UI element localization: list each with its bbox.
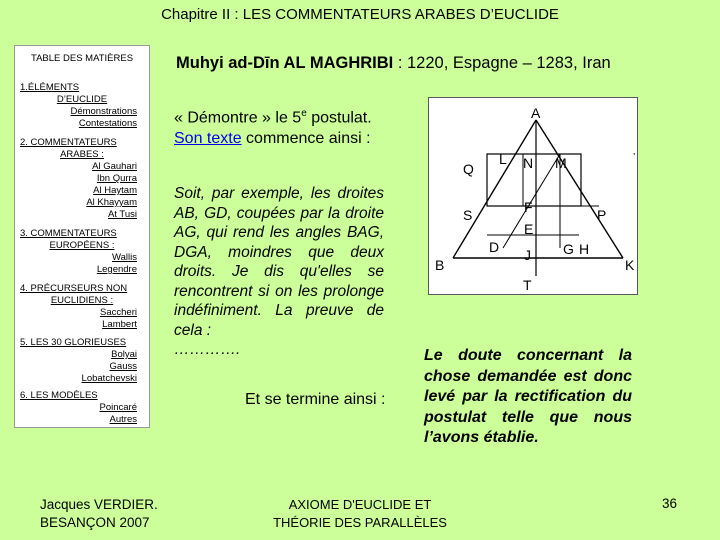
toc-section-elements[interactable]: 1.ÉLÉMENTS D’EUCLIDE bbox=[20, 82, 108, 105]
label-a: A bbox=[531, 105, 541, 121]
label-s: S bbox=[463, 207, 473, 223]
label-d: D bbox=[489, 239, 500, 255]
toc-section-models[interactable]: 6. LES MODÈLES bbox=[20, 390, 98, 401]
toc-link-contestations[interactable]: Contestations bbox=[78, 118, 137, 129]
toc-link-saccheri[interactable]: Saccheri bbox=[100, 307, 137, 318]
toc-link-poincare[interactable]: Poincaré bbox=[99, 402, 137, 413]
footer-author: Jacques VERDIER. BESANÇON 2007 bbox=[40, 497, 158, 530]
toc-title: TABLE DES MATIÈRES bbox=[30, 53, 134, 64]
slide-heading bbox=[176, 54, 611, 73]
footer-course-title: AXIOME D'EUCLIDE ET THÉORIE DES PARALLÈLES bbox=[273, 497, 447, 530]
toc-link-autres[interactable]: Autres bbox=[109, 414, 137, 425]
figure-mark: ’ bbox=[633, 152, 636, 163]
toc-link-gauss[interactable]: Gauss bbox=[109, 361, 137, 372]
conclusion-quote: Le doute concernant la chose demandée est donc levé par la rectification du postulat telle que nous l’avons établie. bbox=[424, 347, 632, 446]
figure-drawing bbox=[429, 98, 637, 294]
label-p: P bbox=[597, 207, 607, 223]
label-k: K bbox=[625, 257, 635, 273]
toc-link-al-gauhari[interactable]: Al Gauhari bbox=[92, 161, 137, 172]
toc-section-arab-commentators[interactable]: 2. COMMENTATEURS ARABES : bbox=[20, 137, 117, 160]
geometric-figure bbox=[428, 97, 638, 295]
author-dates: : 1220, Espagne – 1283, Iran bbox=[393, 54, 611, 72]
quote-body: Soit, par exemple, les droites AB, GD, coupées par la droite AG, qui rend les angles BAG, DGA, moindres que deux droits. Je dis qu'elles se rencontrent si on les prolonge indéfiniment. La preuve de cela : bbox=[174, 185, 384, 339]
toc-link-legendre[interactable]: Legendre bbox=[96, 264, 137, 275]
toc-link-al-haytam[interactable]: Al Haytam bbox=[93, 185, 137, 196]
quoted-text bbox=[174, 184, 384, 360]
label-q: Q bbox=[463, 161, 474, 177]
label-t: T bbox=[523, 277, 532, 293]
demonstration-intro: « Démontre » le 5e postulat. Son texte commence ainsi : bbox=[174, 108, 372, 147]
toc-link-bolyai[interactable]: Bolyai bbox=[111, 349, 137, 360]
source-text-link[interactable]: Son texte bbox=[174, 129, 242, 147]
label-j: J bbox=[524, 247, 531, 263]
table-of-contents bbox=[14, 45, 150, 428]
toc-section-european-commentators[interactable]: 3. COMMENTATEURS EUROPÉENS : bbox=[20, 228, 117, 251]
toc-link-demonstrations[interactable]: Démonstrations bbox=[70, 106, 137, 117]
author-name: Muhyi ad-Dīn AL MAGHRIBI bbox=[176, 54, 394, 72]
label-f: F bbox=[524, 199, 533, 215]
label-g: G bbox=[563, 241, 574, 257]
toc-link-lambert[interactable]: Lambert bbox=[102, 319, 137, 330]
toc-link-lobatchevski[interactable]: Lobatchevski bbox=[81, 373, 137, 384]
chapter-title: Chapitre II : LES COMMENTATEURS ARABES D’EUCLIDE bbox=[161, 6, 559, 23]
toc-link-ibn-qurra[interactable]: Ibn Qurra bbox=[96, 173, 137, 184]
toc-link-wallis[interactable]: Wallis bbox=[112, 252, 137, 263]
toc-link-at-tusi[interactable]: At Tusi bbox=[107, 209, 137, 220]
figure-line-ab bbox=[453, 120, 536, 258]
toc-section-non-euclidean-precursors[interactable]: 4. PRÉCURSEURS NON EUCLIDIENS : bbox=[20, 283, 128, 306]
label-n: N bbox=[523, 155, 534, 171]
label-b: B bbox=[435, 257, 445, 273]
label-m: M bbox=[555, 155, 567, 171]
label-e: E bbox=[524, 221, 534, 237]
label-h: H bbox=[579, 241, 590, 257]
label-l: L bbox=[499, 151, 507, 167]
figure-line-ak bbox=[536, 120, 623, 258]
page-number: 36 bbox=[662, 496, 678, 511]
toc-section-glorious-thirty[interactable]: 5. LES 30 GLORIEUSES bbox=[20, 337, 127, 348]
ending-text: Et se termine ainsi : bbox=[245, 391, 386, 408]
toc-link-al-khayyam[interactable]: Al Khayyam bbox=[86, 197, 137, 208]
quote-ellipsis: …………. bbox=[174, 341, 241, 358]
